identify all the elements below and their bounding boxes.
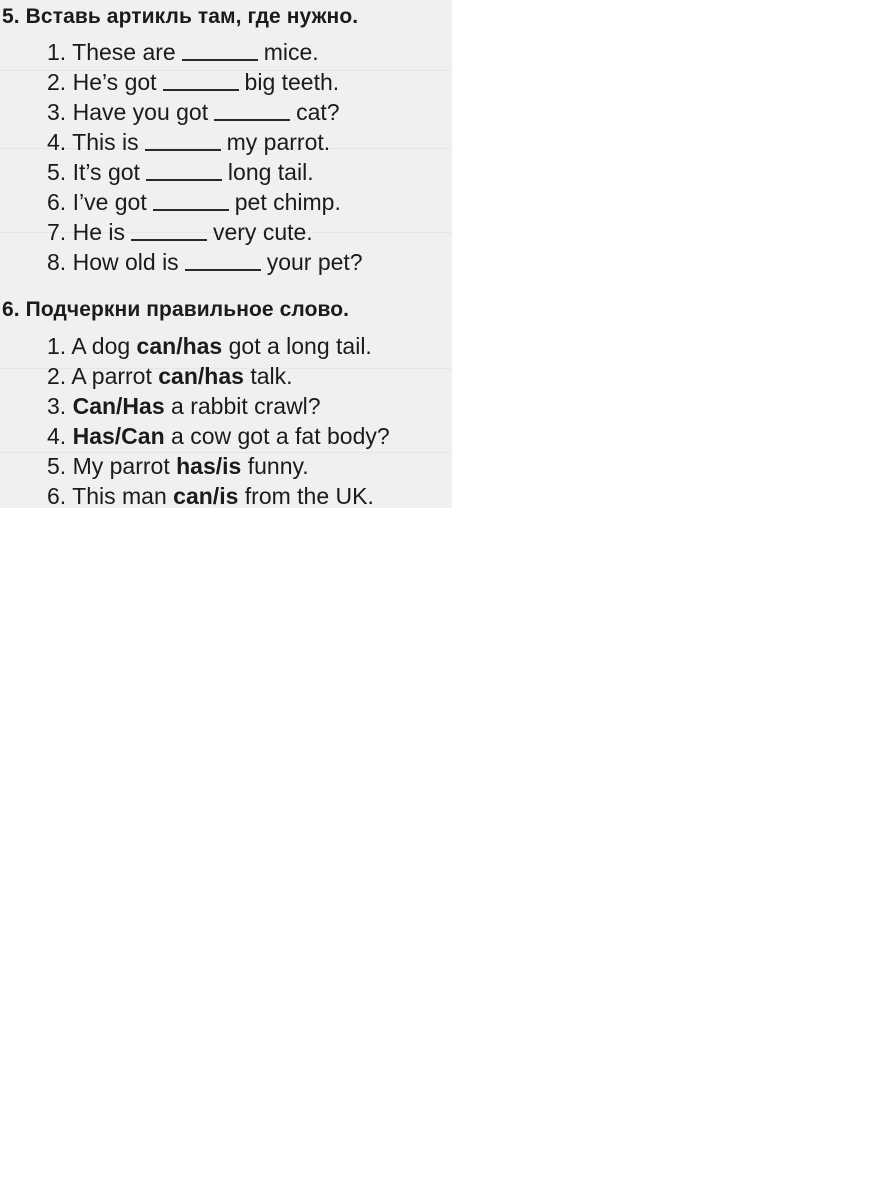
item-text-after: pet chimp. (234, 189, 341, 215)
answer-blank[interactable] (153, 190, 229, 211)
exercise-6-item (47, 361, 293, 391)
item-text-before: A parrot (71, 363, 152, 389)
item-text-after: from the UK. (244, 483, 374, 508)
exercise-6-item (47, 391, 321, 421)
worksheet-scan (0, 0, 452, 508)
word-option-1[interactable]: Has (72, 423, 115, 449)
exercise-5-item (47, 127, 330, 157)
answer-blank[interactable] (182, 40, 258, 61)
item-text-after: talk. (250, 363, 293, 389)
exercise-5-item (47, 217, 313, 247)
item-text-after: big teeth. (244, 69, 340, 95)
answer-blank[interactable] (185, 250, 261, 271)
word-option-2[interactable]: is (219, 483, 239, 508)
item-text-after: a rabbit crawl? (171, 393, 321, 419)
item-text-before: This is (72, 129, 139, 155)
option-separator: / (215, 453, 223, 479)
item-number: 6. (47, 189, 67, 215)
word-option-2[interactable]: Can (121, 423, 165, 449)
exercise-6-item (47, 451, 309, 481)
exercise-5-item (47, 37, 319, 67)
option-separator: / (212, 483, 220, 508)
item-number: 1. (47, 39, 67, 65)
option-separator: / (114, 423, 122, 449)
exercise-6-item (47, 331, 372, 361)
word-option-2[interactable]: Has (122, 393, 165, 419)
item-text-before: It’s got (72, 159, 140, 185)
word-option-2[interactable]: is (222, 453, 242, 479)
item-number: 7. (47, 219, 67, 245)
item-text-before: This man (72, 483, 167, 508)
item-text-after: very cute. (212, 219, 313, 245)
answer-blank[interactable] (131, 220, 207, 241)
item-text-before: How old is (72, 249, 179, 275)
answer-blank[interactable] (214, 100, 290, 121)
answer-blank[interactable] (146, 160, 222, 181)
item-number: 4. (47, 129, 67, 155)
item-text-before: He’s got (72, 69, 157, 95)
word-option-2[interactable]: has (204, 363, 244, 389)
exercise-6-item (47, 481, 374, 508)
item-text-after: your pet? (266, 249, 363, 275)
word-option-1[interactable]: has (176, 453, 216, 479)
item-text-before: Have you got (72, 99, 209, 125)
word-option-2[interactable]: has (182, 333, 223, 359)
option-separator: / (176, 333, 183, 359)
item-number: 2. (47, 69, 67, 95)
answer-blank[interactable] (163, 70, 239, 91)
exercise-5-item (47, 157, 314, 187)
item-number: 8. (47, 249, 67, 275)
item-text-after: cat? (296, 99, 340, 125)
option-separator: / (197, 363, 205, 389)
exercise-6-item (47, 421, 390, 451)
exercise-5-item (47, 247, 363, 277)
exercise-5-item (47, 97, 340, 127)
exercise-6-heading: 6. Подчеркни правильное слово. (2, 298, 350, 321)
answer-blank[interactable] (145, 130, 221, 151)
item-text-before: A dog (71, 333, 131, 359)
item-text-after: my parrot. (226, 129, 331, 155)
exercise-5-heading: 5. Вставь артикль там, где нужно. (2, 5, 359, 28)
item-text-before: My parrot (72, 453, 170, 479)
item-text-after: long tail. (227, 159, 314, 185)
item-text-after: mice. (263, 39, 319, 65)
item-number: 5. (47, 159, 67, 185)
item-text-after: got a long tail. (228, 333, 372, 359)
word-option-1[interactable]: can (173, 483, 213, 508)
word-option-1[interactable]: Can (72, 393, 117, 419)
item-number: 6. (47, 483, 67, 508)
exercise-5-item (47, 67, 339, 97)
item-number: 3. (47, 99, 67, 125)
option-separator: / (116, 393, 123, 419)
item-number: 1. (47, 333, 67, 359)
item-text-before: He is (72, 219, 125, 245)
word-option-1[interactable]: can (158, 363, 198, 389)
item-number: 5. (47, 453, 67, 479)
item-text-after: a cow got a fat body? (171, 423, 390, 449)
item-number: 4. (47, 423, 67, 449)
word-option-1[interactable]: can (136, 333, 177, 359)
item-text-after: funny. (247, 453, 309, 479)
item-number: 3. (47, 393, 67, 419)
item-text-before: These are (72, 39, 176, 65)
exercise-5-item (47, 187, 341, 217)
item-number: 2. (47, 363, 67, 389)
item-text-before: I’ve got (72, 189, 147, 215)
